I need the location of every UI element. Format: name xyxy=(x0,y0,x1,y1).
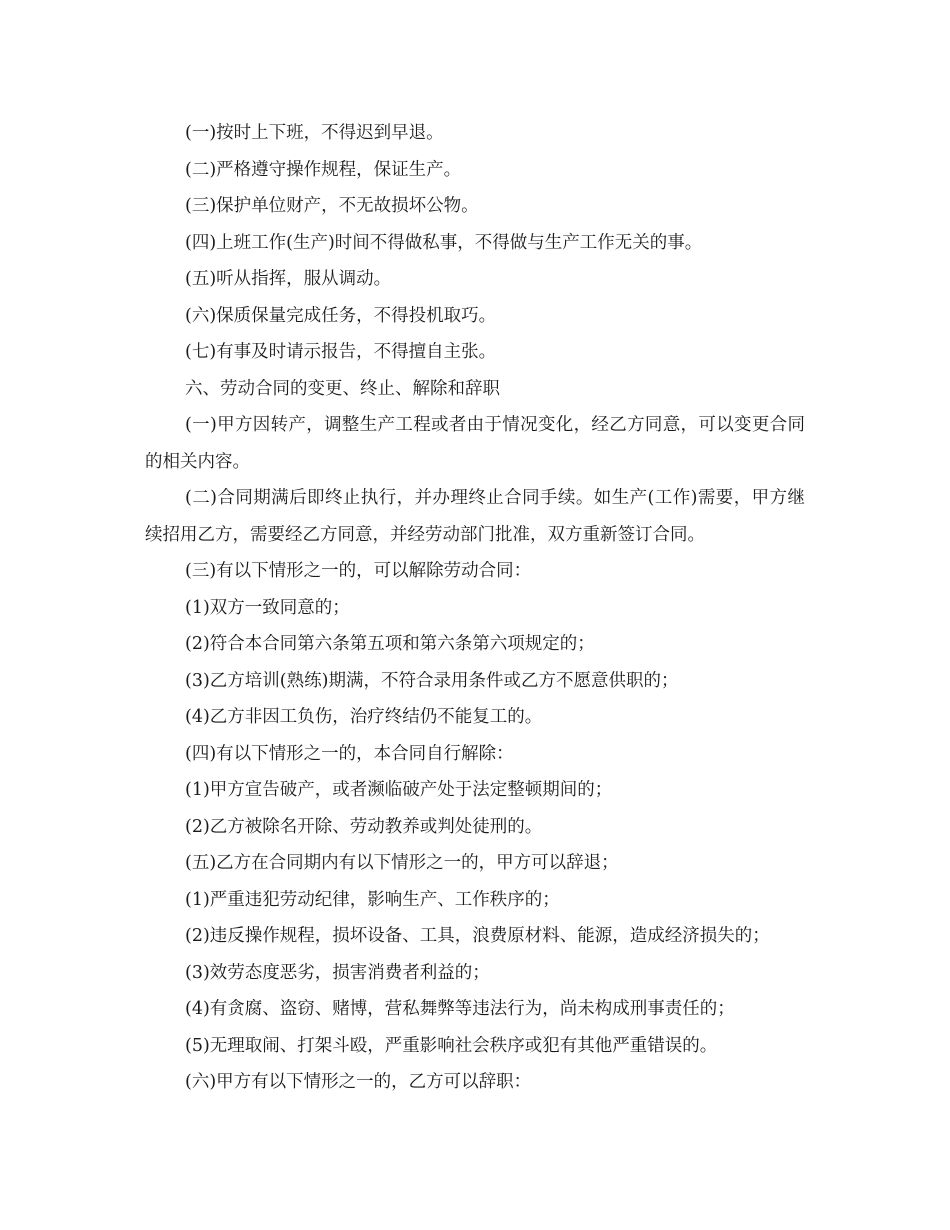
list-item: (2)违反操作规程，损坏设备、工具，浪费原材料、能源，造成经济损失的； xyxy=(185,926,770,946)
paragraph-contract-expiry: (二)合同期满后即终止执行，并办理终止合同手续。如生产(工作)需要，甲方继续招用乙方，需要经乙方同意，并经劳动部门批准，双方重新签订合同。 xyxy=(145,488,805,545)
list-item: (1)甲方宣告破产，或者濒临破产处于法定整顿期间的； xyxy=(185,780,613,800)
paragraph-change-contract: (一)甲方因转产，调整生产工程或者由于情况变化，经乙方同意，可以变更合同的相关内容。 xyxy=(145,415,805,472)
list-item: (2)符合本合同第六条第五项和第六条第六项规定的； xyxy=(185,634,595,654)
paragraph-automatic-termination: (四)有以下情形之一的，本合同自行解除： xyxy=(185,743,514,764)
clause-3: (三)保护单位财产，不无故损坏公物。 xyxy=(185,196,479,216)
paragraph-dismissal: (五)乙方在合同期内有以下情形之一的，甲方可以辞退； xyxy=(185,853,619,873)
list-item: (3)乙方培训(熟练)期满，不符合录用条件或乙方不愿意供职的； xyxy=(185,670,679,691)
document-body xyxy=(145,115,805,1101)
list-item: (2)乙方被除名开除、劳动教养或判处徒刑的。 xyxy=(185,816,543,837)
list-item: (1)双方一致同意的； xyxy=(185,597,350,618)
list-item: (5)无理取闹、打架斗殴，严重影响社会秩序或犯有其他严重错误的。 xyxy=(185,1035,718,1056)
section-heading: 六、劳动合同的变更、终止、解除和辞职 xyxy=(185,378,500,399)
list-item: (3)效劳态度恶劣，损害消费者利益的； xyxy=(185,962,490,983)
clause-7: (七)有事及时请示报告，不得擅自主张。 xyxy=(185,342,497,362)
clause-6: (六)保质保量完成任务，不得投机取巧。 xyxy=(185,305,497,326)
list-item: (1)严重违犯劳动纪律，影响生产、工作秩序的； xyxy=(185,889,560,910)
clause-2: (二)严格遵守操作规程，保证生产。 xyxy=(185,159,462,180)
clause-4: (四)上班工作(生产)时间不得做私事，不得做与生产工作无关的事。 xyxy=(185,232,703,253)
paragraph-resignation: (六)甲方有以下情形之一的，乙方可以辞职： xyxy=(185,1072,532,1092)
clause-5: (五)听从指挥，服从调动。 xyxy=(185,269,392,289)
list-item: (4)乙方非因工负伤，治疗终结仍不能复工的。 xyxy=(185,707,543,727)
paragraph-termination-conditions: (三)有以下情形之一的，可以解除劳动合同： xyxy=(185,561,532,581)
clause-1: (一)按时上下班，不得迟到早退。 xyxy=(185,123,444,143)
list-item: (4)有贪腐、盗窃、赌博，营私舞弊等违法行为，尚未构成刑事责任的； xyxy=(185,999,735,1019)
